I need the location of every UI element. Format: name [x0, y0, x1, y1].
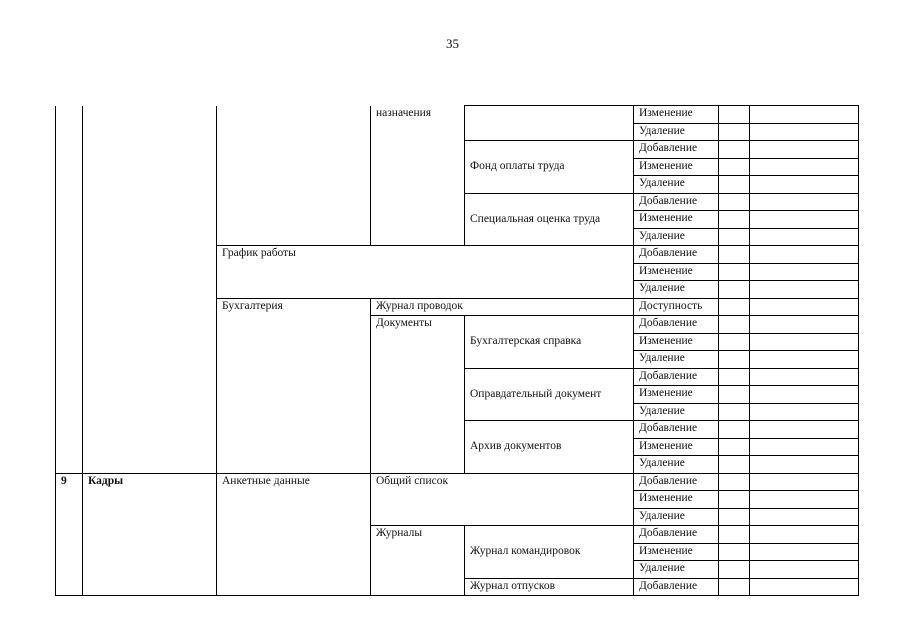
note-cell	[750, 141, 859, 159]
mark-cell	[719, 438, 750, 456]
item-business-trip-journal: Журнал командировок	[465, 526, 634, 579]
note-cell	[750, 298, 859, 316]
action-cell: Добавление	[634, 316, 719, 334]
note-cell	[750, 438, 859, 456]
note-cell	[750, 473, 859, 491]
mark-cell	[719, 526, 750, 544]
action-cell: Удаление	[634, 123, 719, 141]
note-cell	[750, 578, 859, 596]
note-cell	[750, 123, 859, 141]
mark-cell	[719, 176, 750, 194]
action-cell: Добавление	[634, 421, 719, 439]
note-cell	[750, 193, 859, 211]
note-cell	[750, 281, 859, 299]
action-cell: Изменение	[634, 158, 719, 176]
action-cell: Удаление	[634, 403, 719, 421]
item-special-assessment: Специальная оценка труда	[465, 193, 634, 246]
group-questionnaire: Анкетные данные	[217, 473, 371, 596]
action-cell: Изменение	[634, 263, 719, 281]
note-cell	[750, 246, 859, 264]
mark-cell	[719, 508, 750, 526]
action-cell: Изменение	[634, 333, 719, 351]
note-cell	[750, 403, 859, 421]
action-cell: Изменение	[634, 106, 719, 124]
action-cell: Добавление	[634, 141, 719, 159]
note-cell	[750, 228, 859, 246]
item-general-list: Общий список	[371, 473, 634, 526]
index-cell	[56, 106, 83, 474]
item-accounting-certificate: Бухгалтерская справка	[465, 316, 634, 369]
mark-cell	[719, 123, 750, 141]
note-cell	[750, 386, 859, 404]
mark-cell	[719, 141, 750, 159]
note-cell	[750, 491, 859, 509]
mark-cell	[719, 403, 750, 421]
mark-cell	[719, 368, 750, 386]
item-journals: Журналы	[371, 526, 465, 596]
mark-cell	[719, 386, 750, 404]
mark-cell	[719, 561, 750, 579]
note-cell	[750, 508, 859, 526]
note-cell	[750, 351, 859, 369]
mark-cell	[719, 543, 750, 561]
action-cell: Изменение	[634, 438, 719, 456]
mark-cell	[719, 491, 750, 509]
note-cell	[750, 211, 859, 229]
action-cell: Изменение	[634, 543, 719, 561]
mark-cell	[719, 473, 750, 491]
action-cell: Удаление	[634, 281, 719, 299]
mark-cell	[719, 158, 750, 176]
action-cell: Удаление	[634, 508, 719, 526]
mark-cell	[719, 421, 750, 439]
section-title: Кадры	[83, 473, 217, 596]
action-cell: Добавление	[634, 368, 719, 386]
note-cell	[750, 368, 859, 386]
item-cell	[465, 106, 634, 141]
mark-cell	[719, 228, 750, 246]
rights-table	[55, 105, 859, 596]
mark-cell	[719, 333, 750, 351]
page-number: 35	[446, 36, 459, 51]
item-supporting-document: Оправдательный документ	[465, 368, 634, 421]
action-cell: Удаление	[634, 228, 719, 246]
action-cell: Добавление	[634, 578, 719, 596]
section-cell	[83, 106, 217, 474]
note-cell	[750, 421, 859, 439]
action-cell: Добавление	[634, 526, 719, 544]
mark-cell	[719, 281, 750, 299]
group-accounting: Бухгалтерия	[217, 298, 371, 473]
item-posting-journal: Журнал проводок	[371, 298, 634, 316]
action-cell: Удаление	[634, 561, 719, 579]
action-cell: Доступность	[634, 298, 719, 316]
mark-cell	[719, 193, 750, 211]
note-cell	[750, 316, 859, 334]
mark-cell	[719, 456, 750, 474]
item-documents: Документы	[371, 316, 465, 474]
action-cell: Добавление	[634, 246, 719, 264]
item-vacation-journal: Журнал отпусков	[465, 578, 634, 596]
action-cell: Изменение	[634, 491, 719, 509]
mark-cell	[719, 316, 750, 334]
table-row	[56, 473, 859, 491]
note-cell	[750, 106, 859, 124]
action-cell: Удаление	[634, 456, 719, 474]
item-payroll-fund: Фонд оплаты труда	[465, 141, 634, 194]
group-work-schedule: График работы	[217, 246, 634, 299]
mark-cell	[719, 211, 750, 229]
mark-cell	[719, 106, 750, 124]
item-document-archive: Архив документов	[465, 421, 634, 474]
note-cell	[750, 158, 859, 176]
group-cell	[217, 106, 371, 246]
action-cell: Удаление	[634, 176, 719, 194]
mark-cell	[719, 263, 750, 281]
note-cell	[750, 561, 859, 579]
mark-cell	[719, 298, 750, 316]
group-assignment-cell: назначения	[371, 106, 465, 246]
note-cell	[750, 333, 859, 351]
action-cell: Добавление	[634, 473, 719, 491]
mark-cell	[719, 351, 750, 369]
section-index: 9	[56, 473, 83, 596]
mark-cell	[719, 246, 750, 264]
action-cell: Изменение	[634, 386, 719, 404]
note-cell	[750, 456, 859, 474]
note-cell	[750, 263, 859, 281]
table-row	[56, 106, 859, 124]
action-cell: Изменение	[634, 211, 719, 229]
action-cell: Удаление	[634, 351, 719, 369]
note-cell	[750, 176, 859, 194]
action-cell: Добавление	[634, 193, 719, 211]
mark-cell	[719, 578, 750, 596]
note-cell	[750, 543, 859, 561]
note-cell	[750, 526, 859, 544]
